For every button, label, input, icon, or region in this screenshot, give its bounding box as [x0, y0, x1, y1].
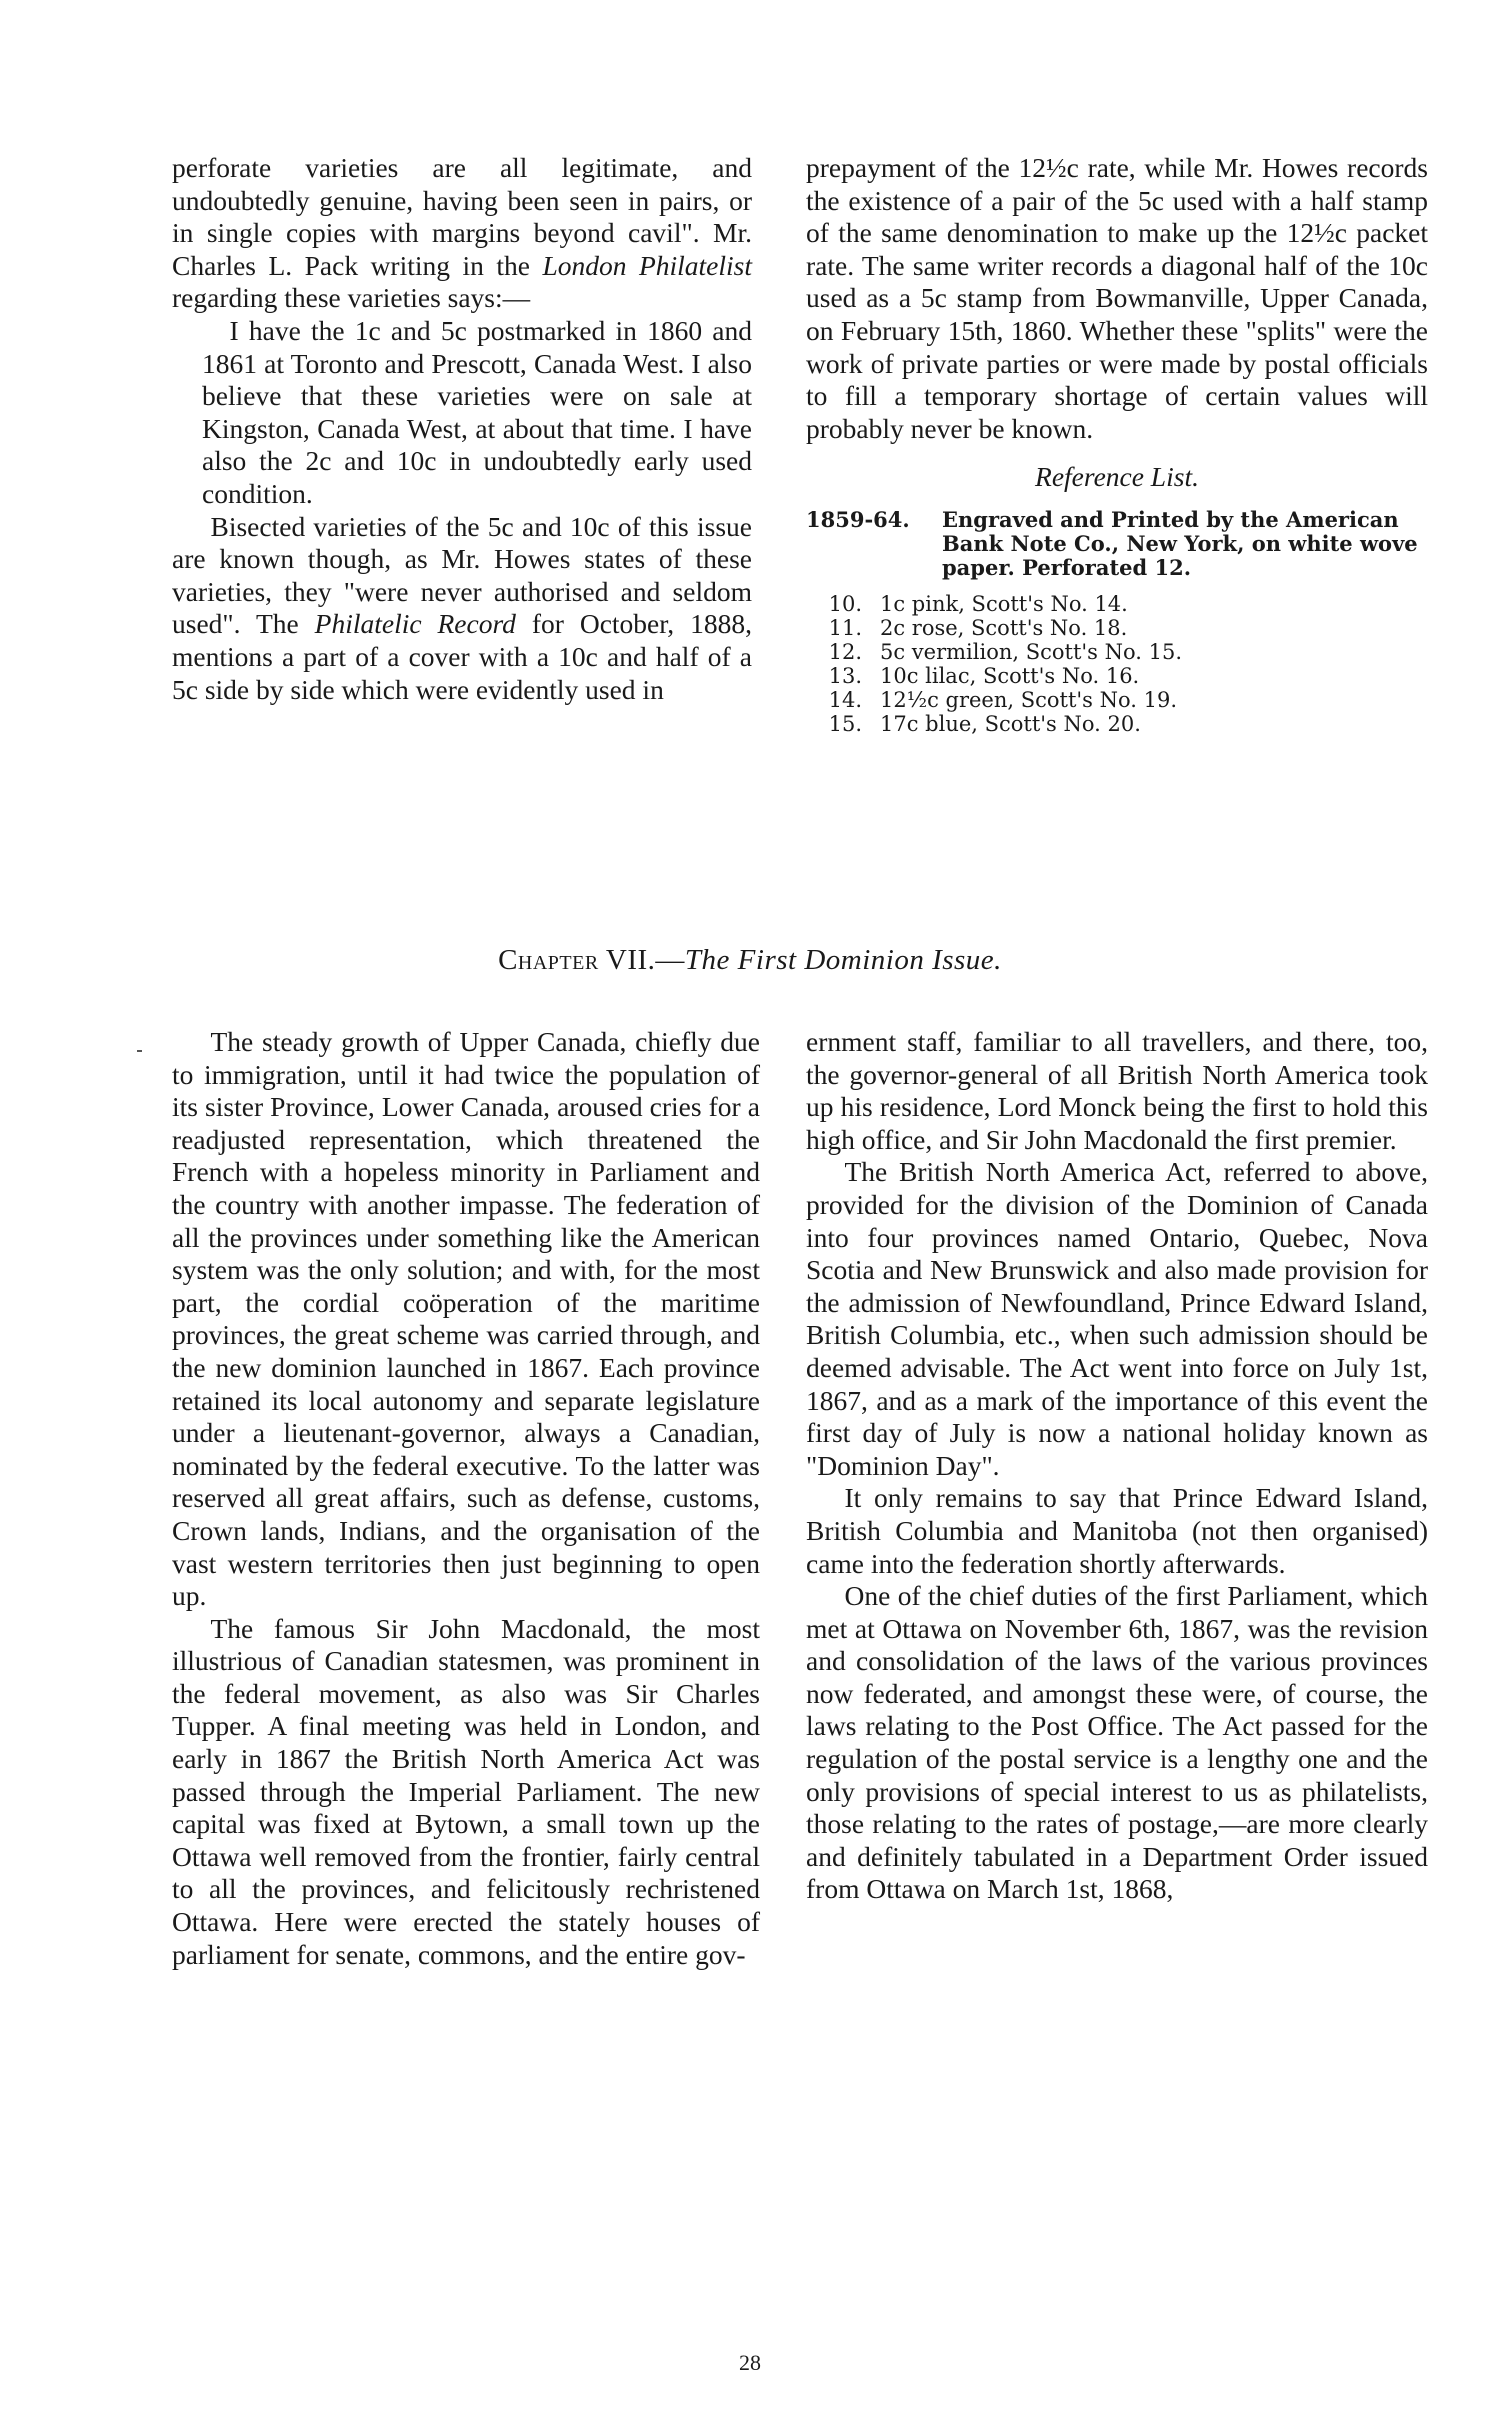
journal-title-london-philatelist: London Philatelist: [542, 249, 753, 281]
paragraph-first-parliament: One of the chief duties of the first Parliament, which met at Ottawa on November 6th, 1867, was the revision and consolidation of the laws of the various provinces now federated, and amongst these were, of course, the laws relating to the Post Office. The Act passed for the regulation of the postal service is a lengthy one and the only provisions of special interest to us as philatelists, those relating to the rates of postage,—are more clearly and definitely tabulated in a Department Order issued from Ottawa on March 1st, 1868,: [806, 1580, 1428, 1905]
paragraph-bisected-varieties: Bisected varieties of the 5c and 10c of this issue are known though, as Mr. Howes states of these varieties, they "were never authorised and seldom used". The Philatelic Record for October, 1888, mentions a part of a cover with a 10c and half of a 5c side by side which were evidently used in: [172, 510, 752, 705]
paragraph-steady-growth: The steady growth of Upper Canada, chiefly due to immigration, until it had twice the population of its sister Province, Lower Canada, aroused cries for a readjusted representation, which threatened the French with a hopeless minority in Parliament and the country with another impasse. The federation of all the provinces under something like the American system was the only solution; and with, for the most part, the cordial coöperation of the maritime provinces, the great scheme was carried through, and the new dominion launched in 1867. Each province retained its local autonomy and separate legislature under a lieutenant-governor, always a Canadian, nominated by the federal executive. To the latter was reserved all great affairs, such as defense, customs, Crown lands, Indians, and the organisation of the vast western territories then just beginning to open up.: [172, 1026, 760, 1612]
reference-item: 14. 12½c green, Scott's No. 19.: [828, 687, 1178, 712]
bottom-left-column: [172, 1026, 760, 1971]
reference-item: 11. 2c rose, Scott's No. 18.: [828, 615, 1128, 640]
top-left-column: [172, 152, 752, 706]
print-speck: [137, 1050, 142, 1052]
reference-list: [806, 508, 1428, 736]
chapter-dash: —: [655, 944, 685, 976]
chapter-label: Chapter VII.: [498, 944, 656, 976]
chapter-heading: [0, 944, 1500, 977]
journal-title-philatelic-record: Philatelic Record: [314, 608, 516, 640]
page-number: 28: [739, 2350, 761, 2375]
reference-item: 15. 17c blue, Scott's No. 20.: [828, 711, 1141, 736]
top-right-column: [806, 152, 1428, 736]
paragraph-perforate-varieties: perforate varieties are all legitimate, and undoubtedly genuine, having been seen in pairs, or in single copies with margins beyond cavil". Mr. Charles L. Pack writing in the London Philatelist regarding these varieties says:—: [172, 152, 753, 314]
reference-item: 13. 10c lilac, Scott's No. 16.: [828, 663, 1140, 688]
reference-description: Engraved and Printed by the American Bank Note Co., New York, on white wove paper. Perforated 12.: [942, 506, 1418, 580]
paragraph-government-staff: ernment staff, familiar to all travellers, and there, too, the governor-general of all British North America took up his residence, Lord Monck being the first to hold this high office, and Sir John Macdonald the first premier.: [806, 1026, 1428, 1155]
reference-list-heading: [806, 508, 1428, 580]
reference-year: 1859-64.: [806, 506, 910, 532]
paragraph-prepayment: prepayment of the 12½c rate, while Mr. Howes records the existence of a pair of the 5c used with a half stamp of the same denomination to make up the 12½c packet rate. The same writer records a diagonal half of the 10c used as a 5c stamp from Bowmanville, Upper Canada, on February 15th, 1860. Whether these "splits" were the work of private parties or were made by postal officials to fill a temporary shortage of certain values will probably never be known.: [806, 152, 1428, 444]
reference-item: 12. 5c vermilion, Scott's No. 15.: [828, 639, 1182, 664]
chapter-title: The First Dominion Issue.: [684, 944, 1002, 976]
paragraph-bna-act: The British North America Act, referred to above, provided for the division of the Dominion of Canada into four provinces named Ontario, Quebec, Nova Scotia and New Brunswick and also made provision for the admission of Newfoundland, Prince Edward Island, British Columbia, etc., when such admission should be deemed advisable. The Act went into force on July 1st, 1867, and as a mark of the importance of this event the first day of July is now a national holiday known as "Dominion Day".: [806, 1156, 1428, 1481]
block-quote-pack: I have the 1c and 5c postmarked in 1860 and 1861 at Toronto and Prescott, Canada West. I also believe that these varieties were on sale at Kingston, Canada West, at about that time. I have also the 2c and 10c in undoubtedly early used condition.: [202, 314, 752, 509]
reference-item: 10. 1c pink, Scott's No. 14.: [828, 591, 1128, 616]
reference-items: [806, 592, 1428, 736]
reference-list-title: Reference List.: [1035, 461, 1199, 493]
paragraph-prince-edward-island: It only remains to say that Prince Edward Island, British Columbia and Manitoba (not then organised) came into the federation shortly afterwards.: [806, 1482, 1428, 1579]
paragraph-sir-john-macdonald: The famous Sir John Macdonald, the most illustrious of Canadian statesmen, was prominent in the federal movement, as also was Sir Charles Tupper. A final meeting was held in London, and early in 1867 the British North America Act was passed through the Imperial Parliament. The new capital was fixed at Bytown, a small town up the Ottawa well removed from the frontier, fairly central to all the provinces, and felicitously rechristened Ottawa. Here were erected the stately houses of parliament for senate, commons, and the entire gov-: [172, 1612, 760, 1970]
bottom-right-column: [806, 1026, 1428, 1906]
